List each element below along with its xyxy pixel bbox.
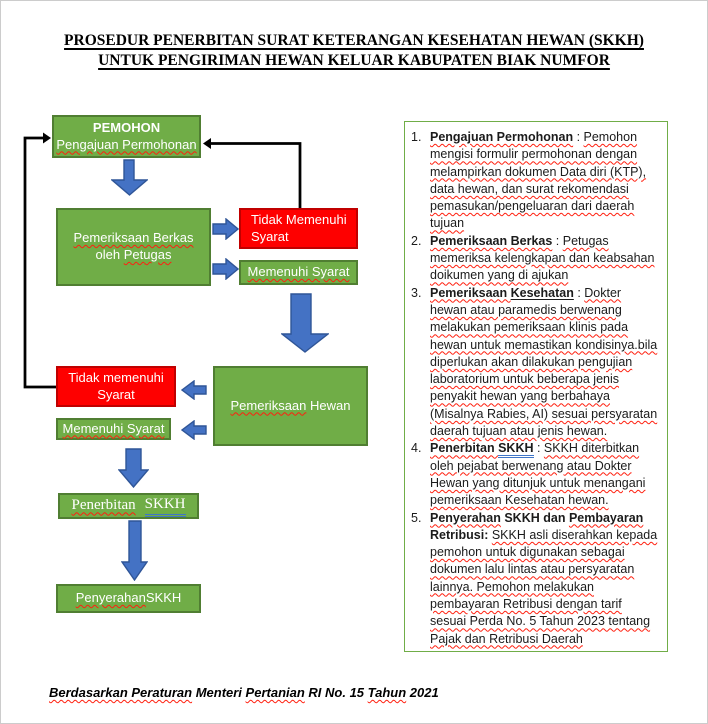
right-arrow-to-tidak-memenuhi-icon — [212, 218, 239, 240]
title-line-1: PROSEDUR PENERBITAN SURAT KETERANGAN KESEHATAN HEWAN (SKKH) — [64, 32, 644, 49]
item-number: 3. — [411, 285, 422, 300]
penyerahan-label: Penyerahan — [75, 590, 146, 606]
list-item-1 — [411, 129, 660, 233]
tidak-memenuhi-kiri-label: Tidak memenuhi Syarat — [68, 369, 164, 402]
flow-box-memenuhi-syarat-kiri — [56, 418, 171, 440]
flow-box-memenuhi-syarat-atas — [239, 260, 358, 285]
hewan-label: Pemeriksaan Hewan — [230, 397, 351, 413]
item-number: 1. — [411, 130, 422, 144]
connector-reject-left-arrowhead — [43, 133, 51, 144]
list-item-2 — [411, 233, 660, 285]
flow-box-pemeriksaan-berkas — [56, 208, 211, 286]
item-text: Penyerahan SKKH dan Pembayaran Retribusi: SKKH asli diserahkan kepada pemohon untuk digunakan sebagai dokumen lalu lintas atau persyaratan lainnya. Pemohon melakukan pembayaran Retribusi dengan tarif sesuai Perda No. 5 Tahun 2023 tentang Pajak dan Retribusi Daerah — [430, 510, 658, 646]
item-number: 2. — [411, 233, 422, 248]
down-arrow-penerbitan-to-penyerahan-icon — [121, 520, 148, 581]
down-arrow-memenuhi-to-penerbitan-icon — [118, 448, 149, 488]
left-arrow-to-tidak-memenuhi-icon — [181, 380, 207, 400]
flow-box-tidak-memenuhi-syarat-kiri — [56, 366, 176, 407]
title-line-2: UNTUK PENGIRIMAN HEWAN KELUAR KABUPATEN BIAK NUMFOR — [98, 52, 610, 69]
item-number: 4. — [411, 441, 422, 456]
procedure-description-panel — [404, 121, 668, 652]
connector-reject-right — [211, 144, 300, 210]
item-text: Pemeriksaan Berkas : Petugas memeriksa kelengkapan dan keabsahan doikumen yang di ajukan — [430, 233, 655, 283]
left-arrow-to-memenuhi-icon — [181, 420, 207, 440]
right-arrow-to-memenuhi-icon — [212, 258, 239, 280]
list-item-5 — [411, 510, 660, 648]
connector-reject-left — [25, 138, 57, 387]
item-number: 5. — [411, 510, 422, 525]
down-arrow-pemohon-to-berkas-icon — [111, 159, 148, 196]
tidak-memenuhi-atas-label: Tidak Memenuhi Syarat — [251, 211, 347, 244]
memenuhi-atas-label: Memenuhi Syarat — [247, 264, 350, 280]
flow-box-pemeriksaan-hewan — [213, 366, 368, 446]
memenuhi-kiri-label: Memenuhi Syarat — [62, 420, 165, 436]
item-text: Pemeriksaan Kesehatan : Dokter hewan atau paramedis berwenang melakukan pemeriksaan klinis pada hewan untuk memastikan kondisinya.bila diperlukan akan dilakukan pengujian laboratorium untuk beberapa jenis penyakit hewan yang berbahaya (Misalnya Rabies, AI) sesuai persyaratan daerah tujuan atau jenis hewan. — [430, 285, 658, 439]
connector-reject-right-arrowhead — [203, 138, 211, 149]
flow-box-tidak-memenuhi-syarat-atas — [239, 208, 358, 249]
penerbitan-label: Penerbitan — [71, 497, 136, 514]
flow-box-pemohon — [52, 115, 201, 158]
item-text: Pengajuan Permohonan : Pemohon mengisi formulir permohonan dengan melampirkan dokumen Data diri (KTP), data hewan, dan surat rekomendasi pemasukan/pengeluaran dari daerah tujuan — [430, 130, 647, 231]
list-item-4 — [411, 440, 660, 509]
list-item-3 — [411, 285, 660, 441]
flow-box-penerbitan-skkh — [58, 493, 199, 519]
berkas-label: Pemeriksaan Berkas oleh Petugas — [73, 230, 194, 262]
down-arrow-memenuhi-to-hewan-icon — [281, 293, 329, 353]
item-text: Penerbitan SKKH : SKKH diterbitkan oleh pejabat berwenang atau Dokter Hewan yang ditunjuk untuk menangani pemeriksaan Kesehatan hewan. — [430, 441, 646, 508]
penerbitan-skkh-label: SKKH — [145, 495, 186, 518]
pemohon-title: PEMOHON — [92, 119, 161, 135]
flow-box-penyerahan-skkh: Penyerahan SKKH — [56, 584, 201, 613]
pemohon-subtitle: Pengajuan Permohonan — [56, 136, 197, 152]
footer-legal-basis: Berdasarkan Peraturan Menteri Pertanian RI No. 15 Tahun 2021 — [49, 685, 439, 700]
